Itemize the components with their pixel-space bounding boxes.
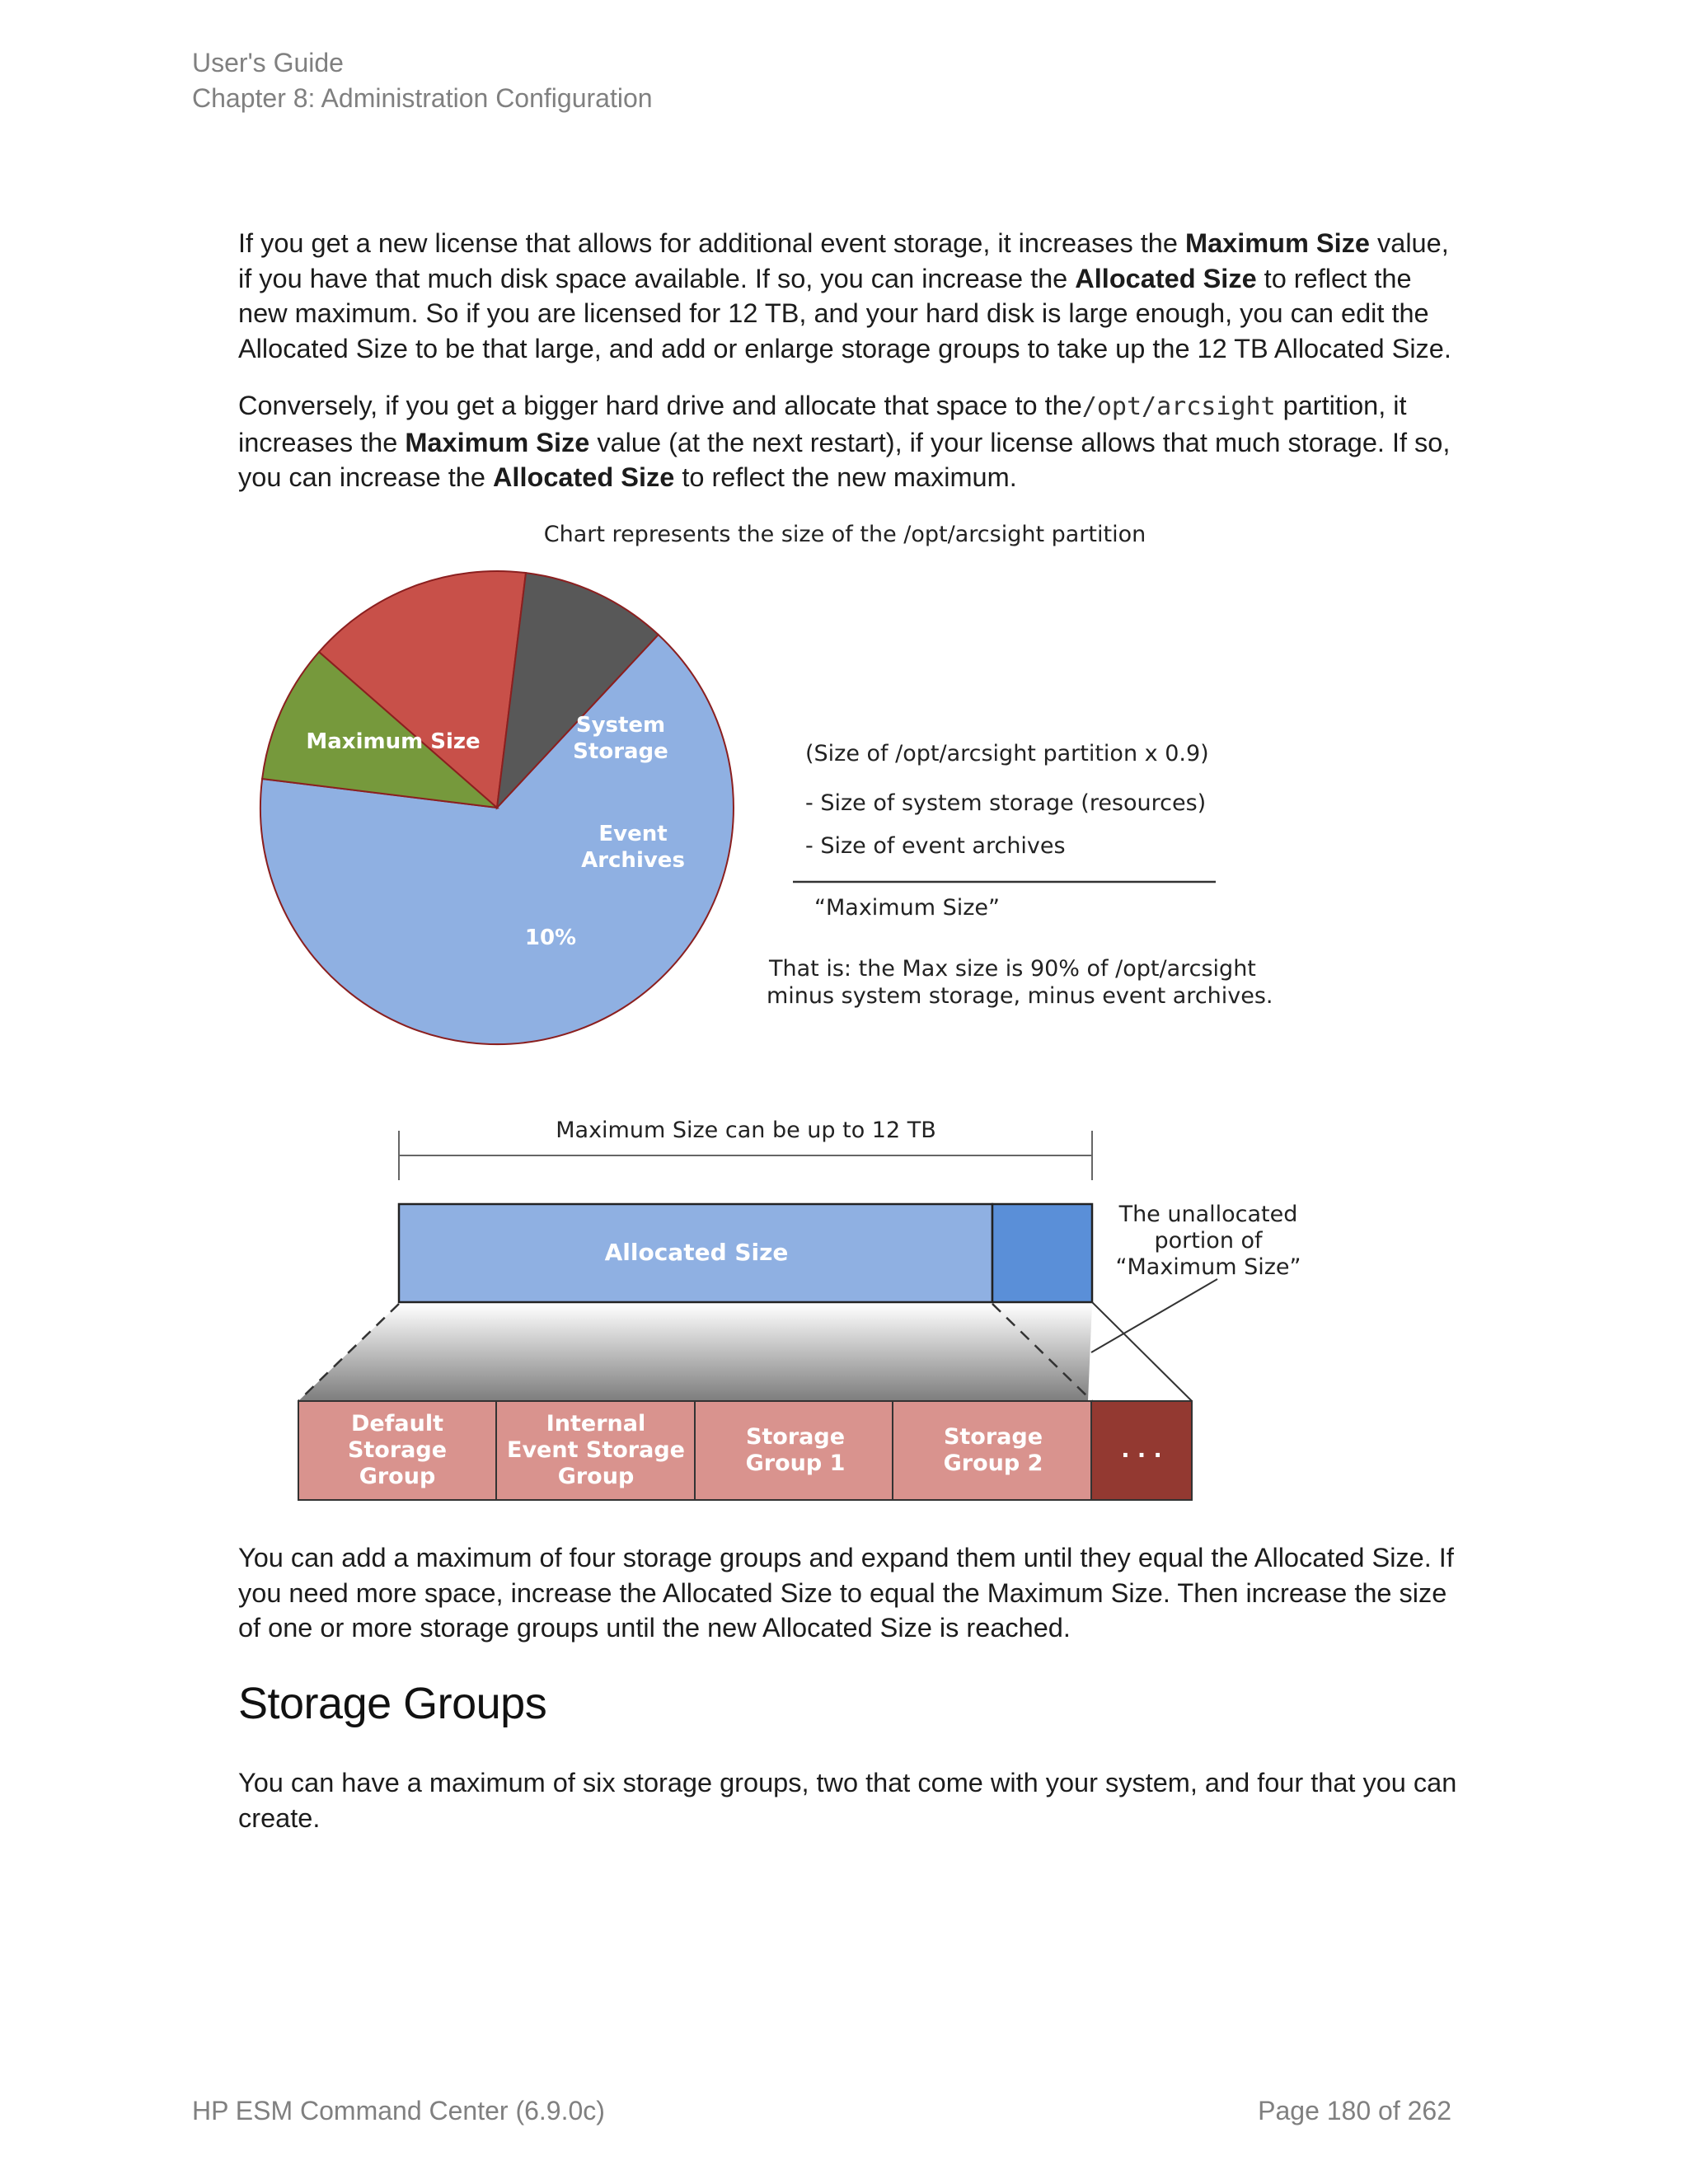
pie-label-system-storage-2: Storage xyxy=(573,739,668,764)
group-2-line1: Storage xyxy=(943,1424,1043,1450)
bold-term: Maximum Size xyxy=(1185,228,1370,258)
text: Conversely, if you get a bigger hard drive and allocate that space to the xyxy=(238,391,1082,420)
group-more-ellipsis: . . . xyxy=(1121,1437,1162,1463)
pie-chart xyxy=(260,571,734,1044)
running-header-title: User's Guide xyxy=(192,48,344,77)
pie-label-ten-percent: 10% xyxy=(524,926,577,950)
paragraph-storage-groups-max: You can add a maximum of four storage groups and expand them until they equal the Allocated Size. If you need more space, increase the Allocated Size to equal the Maximum Size. Then increase the size of one or more storage groups until the new Allocated Size is reached. xyxy=(238,1543,1454,1643)
group-internal-line2: Event Storage xyxy=(507,1437,685,1463)
text: value (at the next restart), if your license allows that much storage. If so, you can increase the xyxy=(238,427,1451,492)
group-internal-line1: Internal xyxy=(546,1411,646,1436)
pie-label-event-archives-2: Archives xyxy=(581,848,685,873)
text: to reflect the new maximum. xyxy=(674,462,1017,492)
formula-note-1: That is: the Max size is 90% of /opt/arcsight xyxy=(769,956,1256,982)
max-size-range-label: Maximum Size can be up to 12 TB xyxy=(556,1118,936,1143)
bold-term: Allocated Size xyxy=(1075,263,1257,293)
text: value, if you have that much disk space available. If so, you can increase the xyxy=(238,228,1449,293)
text: If you get a new license that allows for additional event storage, it increases the xyxy=(238,228,1185,258)
group-internal-line3: Group xyxy=(557,1464,635,1489)
section-heading-storage-groups: Storage Groups xyxy=(238,1679,547,1728)
projection-edge-outer xyxy=(1092,1302,1192,1401)
formula-line-archives: - Size of event archives xyxy=(805,833,1066,859)
group-1-line1: Storage xyxy=(745,1424,846,1450)
formula-result: “Maximum Size” xyxy=(814,895,1001,921)
code-path: /opt/arcsight xyxy=(1081,392,1276,421)
formula-line-partition: (Size of /opt/arcsight partition x 0.9) xyxy=(805,741,1209,766)
unallocated-size-bar xyxy=(992,1204,1092,1302)
unallocated-callout-3: “Maximum Size” xyxy=(1115,1254,1301,1280)
group-default-line1: Default xyxy=(350,1411,444,1436)
formula-line-system: - Size of system storage (resources) xyxy=(805,790,1207,816)
pie-title: Chart represents the size of the /opt/arcsight partition xyxy=(543,522,1146,547)
footer-page-number: Page 180 of 262 xyxy=(1258,2096,1451,2125)
pie-label-system-storage-1: System xyxy=(575,713,666,738)
text: partition, it increases the xyxy=(238,391,1407,457)
callout-pointer xyxy=(1091,1279,1217,1352)
footer-product: HP ESM Command Center (6.9.0c) xyxy=(192,2096,605,2125)
formula-note-2: minus system storage, minus event archives. xyxy=(767,983,1273,1009)
unallocated-callout-1: The unallocated xyxy=(1118,1202,1298,1227)
projection-shade xyxy=(298,1304,1092,1401)
group-2-line2: Group 2 xyxy=(943,1451,1043,1476)
group-default-line3: Group xyxy=(359,1464,436,1489)
group-default-line2: Storage xyxy=(347,1437,448,1463)
allocated-size-label: Allocated Size xyxy=(604,1239,789,1266)
paragraph-six-groups: You can have a maximum of six storage groups, two that come with your system, and four that you can create. xyxy=(238,1768,1457,1833)
bold-term: Maximum Size xyxy=(405,427,590,457)
pie-label-event-archives-1: Event xyxy=(598,822,668,846)
pie-label-maximum-size: Maximum Size xyxy=(306,729,481,754)
bold-term: Allocated Size xyxy=(492,462,675,492)
running-header-chapter: Chapter 8: Administration Configuration xyxy=(192,83,653,113)
text: to reflect the new maximum. So if you are licensed for 12 TB, and your hard disk is large enough, you can edit the Allocated Size to be that large, and add or enlarge storage groups to take up the 12 TB Allocated Size. xyxy=(238,263,1451,363)
group-1-line2: Group 1 xyxy=(745,1451,846,1476)
unallocated-callout-2: portion of xyxy=(1154,1228,1263,1254)
